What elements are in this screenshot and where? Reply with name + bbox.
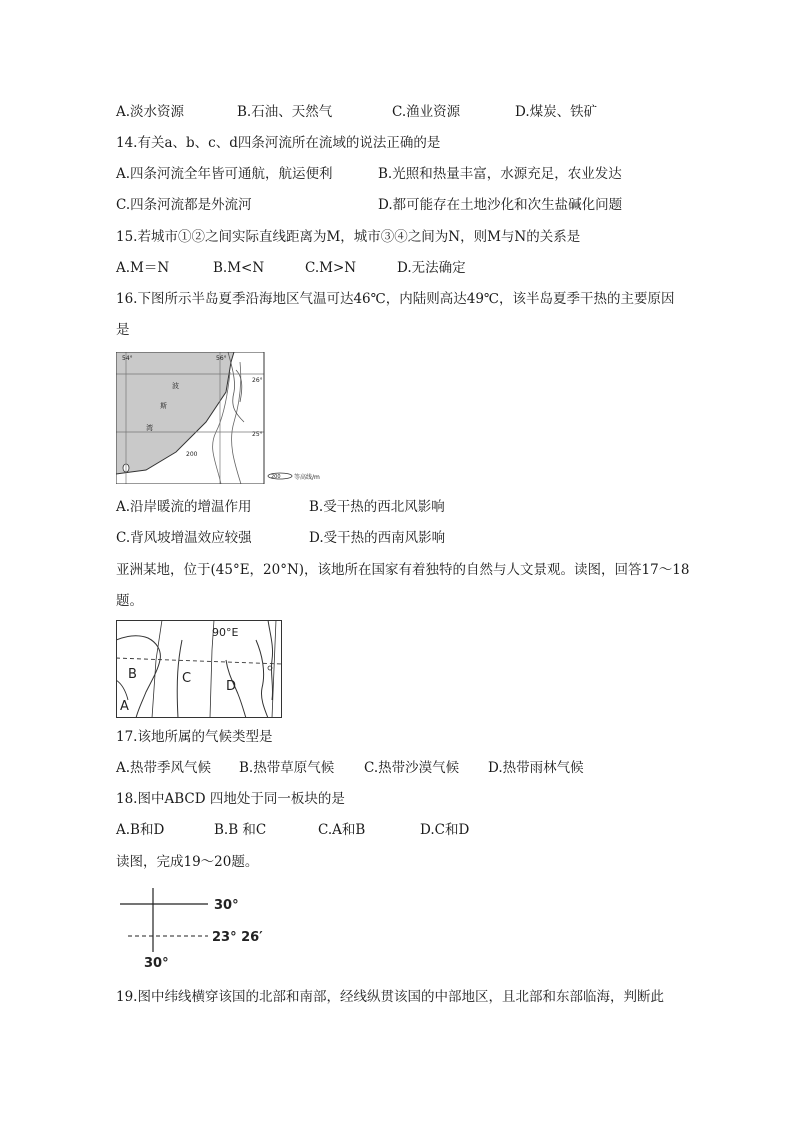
- intro19-text: 读图，完成19～20题。: [116, 854, 259, 870]
- q17-stem: 17.该地所属的气候类型是: [116, 729, 273, 745]
- legend-text: 等高线/m: [294, 474, 320, 481]
- q16-option-b: B.受干热的西北风影响: [309, 499, 445, 515]
- q14-option-c: C.四条河流都是外流河: [116, 197, 252, 213]
- map-lat-25: 25°: [252, 431, 263, 438]
- q13-option-d: D.煤炭、铁矿: [515, 104, 598, 120]
- map-lon-90e: 90°E: [212, 626, 239, 639]
- q19-stem: 19.图中纬线横穿该国的北部和南部，经线纵贯该国的中部地区，且北部和东部临海，判断此: [116, 989, 664, 1005]
- map-sea-label-3: 湾: [146, 424, 153, 432]
- map-lon-54: 54°: [122, 355, 133, 362]
- q16-option-a: A.沿岸暖流的增温作用: [116, 499, 252, 515]
- q14-option-b: B.光照和热量丰富，水源充足，农业发达: [378, 166, 622, 182]
- map-label-b: B: [128, 667, 137, 682]
- q14-option-a: A.四条河流全年皆可通航，航运便利: [116, 166, 333, 182]
- q18-option-d: D.C和D: [420, 822, 470, 838]
- q16-option-c: C.背风坡增温效应较强: [116, 530, 252, 546]
- q13-option-c: C.渔业资源: [392, 104, 461, 120]
- q13-option-b: B.石油、天然气: [237, 104, 333, 120]
- q18-stem: 18.图中ABCD 四地处于同一板块的是: [116, 791, 345, 807]
- q15-option-d: D.无法确定: [397, 260, 466, 276]
- q17-option-c: C.热带沙漠气候: [364, 760, 460, 776]
- map-sea-label-1: 波: [172, 382, 179, 390]
- diagram-mid-label: 23° 26′: [212, 930, 263, 945]
- legend-value: 200: [271, 474, 281, 480]
- q18-option-c: C.A和B: [318, 822, 366, 838]
- map-label-c: C: [182, 671, 192, 686]
- diagram-bottom-label: 30°: [144, 956, 169, 971]
- q14-stem: 14.有关a、b、c、d四条河流所在流域的说法正确的是: [116, 135, 441, 151]
- intro17-line2: 题。: [116, 593, 143, 609]
- q17-option-d: D.热带雨林气候: [488, 760, 584, 776]
- q15-option-c: C.M>N: [305, 260, 357, 276]
- q14-option-d: D.都可能存在土地沙化和次生盐碱化问题: [378, 197, 623, 213]
- q16-stem-line1: 16.下图所示半岛夏季沿海地区气温可达46℃，内陆则高达49℃，该半岛夏季干热的主要原因: [116, 291, 675, 307]
- q16-stem-line2: 是: [116, 322, 130, 338]
- q13-option-a: A.淡水资源: [116, 104, 185, 120]
- q17-option-b: B.热带草原气候: [239, 760, 335, 776]
- q15-option-b: B.M<N: [213, 260, 265, 276]
- map-label-d: D: [226, 679, 237, 694]
- map-lon-56: 56°: [216, 355, 227, 362]
- peninsula-map: [116, 352, 346, 484]
- map-lat-26: 26°: [252, 377, 263, 384]
- q15-stem: 15.若城市①②之间实际直线距离为M，城市③④之间为N，则M与N的关系是: [116, 229, 581, 245]
- diagram-top-label: 30°: [214, 898, 239, 913]
- latitude-diagram: [116, 886, 276, 972]
- south-asia-map: [116, 620, 282, 718]
- intro17-line1: 亚洲某地，位于(45°E，20°N)，该地所在国家有着独特的自然与人文景观。读图，回答17～18: [116, 562, 690, 578]
- map-contour-label: 200: [186, 451, 198, 458]
- q18-option-b: B.B 和C: [214, 822, 267, 838]
- map-label-a: A: [120, 699, 129, 714]
- q17-option-a: A.热带季风气候: [116, 760, 212, 776]
- q15-option-a: A.M＝N: [116, 260, 170, 276]
- q16-option-d: D.受干热的西南风影响: [309, 530, 446, 546]
- q18-option-a: A.B和D: [116, 822, 165, 838]
- map-sea-label-2: 斯: [160, 402, 167, 410]
